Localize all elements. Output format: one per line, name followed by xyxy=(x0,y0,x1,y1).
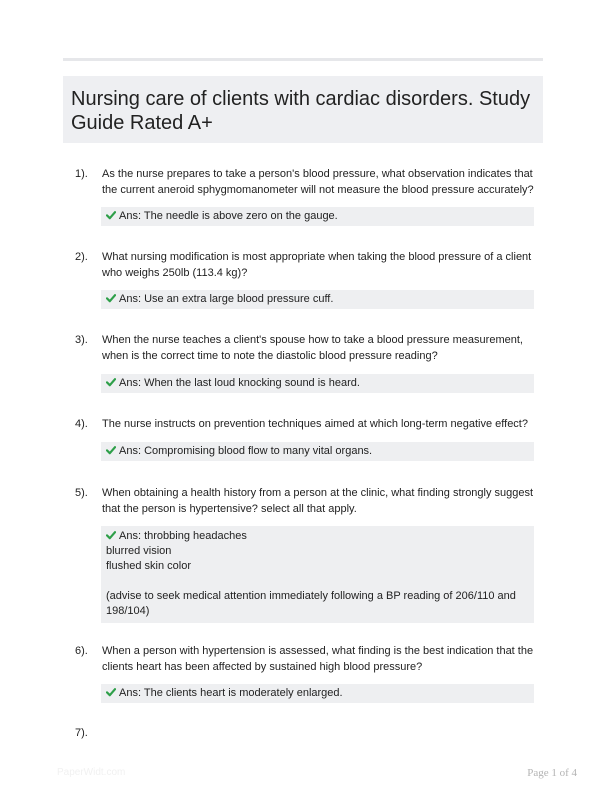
page-number: Page 1 of 4 xyxy=(527,767,577,779)
question-text: When obtaining a health history from a person at the clinic, what finding strongly suggest that the person is hypertensive? select all that apply. xyxy=(102,487,534,515)
answer-text: blurred vision xyxy=(106,545,172,557)
answer-text: Ans: When the last loud knocking sound is heard. xyxy=(119,377,360,389)
question-number: 6). xyxy=(75,645,88,657)
answer-text: Ans: Use an extra large blood pressure cuff. xyxy=(119,293,334,305)
question-text: The nurse instructs on prevention techniques aimed at which long-term negative effect? xyxy=(102,418,528,430)
answer-text: flushed skin color xyxy=(106,560,191,572)
answer-text: Ans: throbbing headaches xyxy=(119,530,247,542)
answer-box xyxy=(101,684,534,703)
answer-box xyxy=(101,442,534,461)
question-number: 2). xyxy=(75,251,88,263)
answer-box xyxy=(101,207,534,226)
footer-watermark: PaperWidt.com xyxy=(57,767,126,778)
top-divider xyxy=(63,58,543,61)
question-number: 3). xyxy=(75,334,88,346)
question-text: As the nurse prepares to take a person's blood pressure, what observation indicates that the current aneroid sphygmomanometer will not measure the blood pressure accurately? xyxy=(102,168,534,196)
answer-box xyxy=(101,526,534,623)
check-icon xyxy=(106,445,116,455)
question-number: 1). xyxy=(75,168,88,180)
question-text: What nursing modification is most appropriate when taking the blood pressure of a client who weighs 250lb (113.4 kg)? xyxy=(102,251,532,279)
check-icon xyxy=(106,210,116,220)
question-number: 4). xyxy=(75,418,88,430)
title-banner xyxy=(63,76,543,143)
answer-text: Ans: The clients heart is moderately enlarged. xyxy=(119,687,343,699)
answer-note: (advise to seek medical attention immediately following a BP reading of 206/110 and 198/104) xyxy=(106,590,516,617)
check-icon xyxy=(106,687,116,697)
answer-text: Ans: Compromising blood flow to many vital organs. xyxy=(119,445,373,457)
question-text: When a person with hypertension is assessed, what finding is the best indication that the clients heart has been affected by sustained high blood pressure? xyxy=(102,645,534,673)
document-title: Nursing care of clients with cardiac disorders. Study Guide Rated A+ xyxy=(71,88,531,134)
answer-box xyxy=(101,374,534,393)
answer-text: Ans: The needle is above zero on the gauge. xyxy=(119,210,338,222)
check-icon xyxy=(106,377,116,387)
answer-box xyxy=(101,290,534,309)
check-icon xyxy=(106,293,116,303)
question-number: 7). xyxy=(75,727,88,739)
question-number: 5). xyxy=(75,487,88,499)
question-text: When the nurse teaches a client's spouse how to take a blood pressure measurement, when is the correct time to note the diastolic blood pressure reading? xyxy=(102,334,523,362)
check-icon xyxy=(106,530,116,540)
